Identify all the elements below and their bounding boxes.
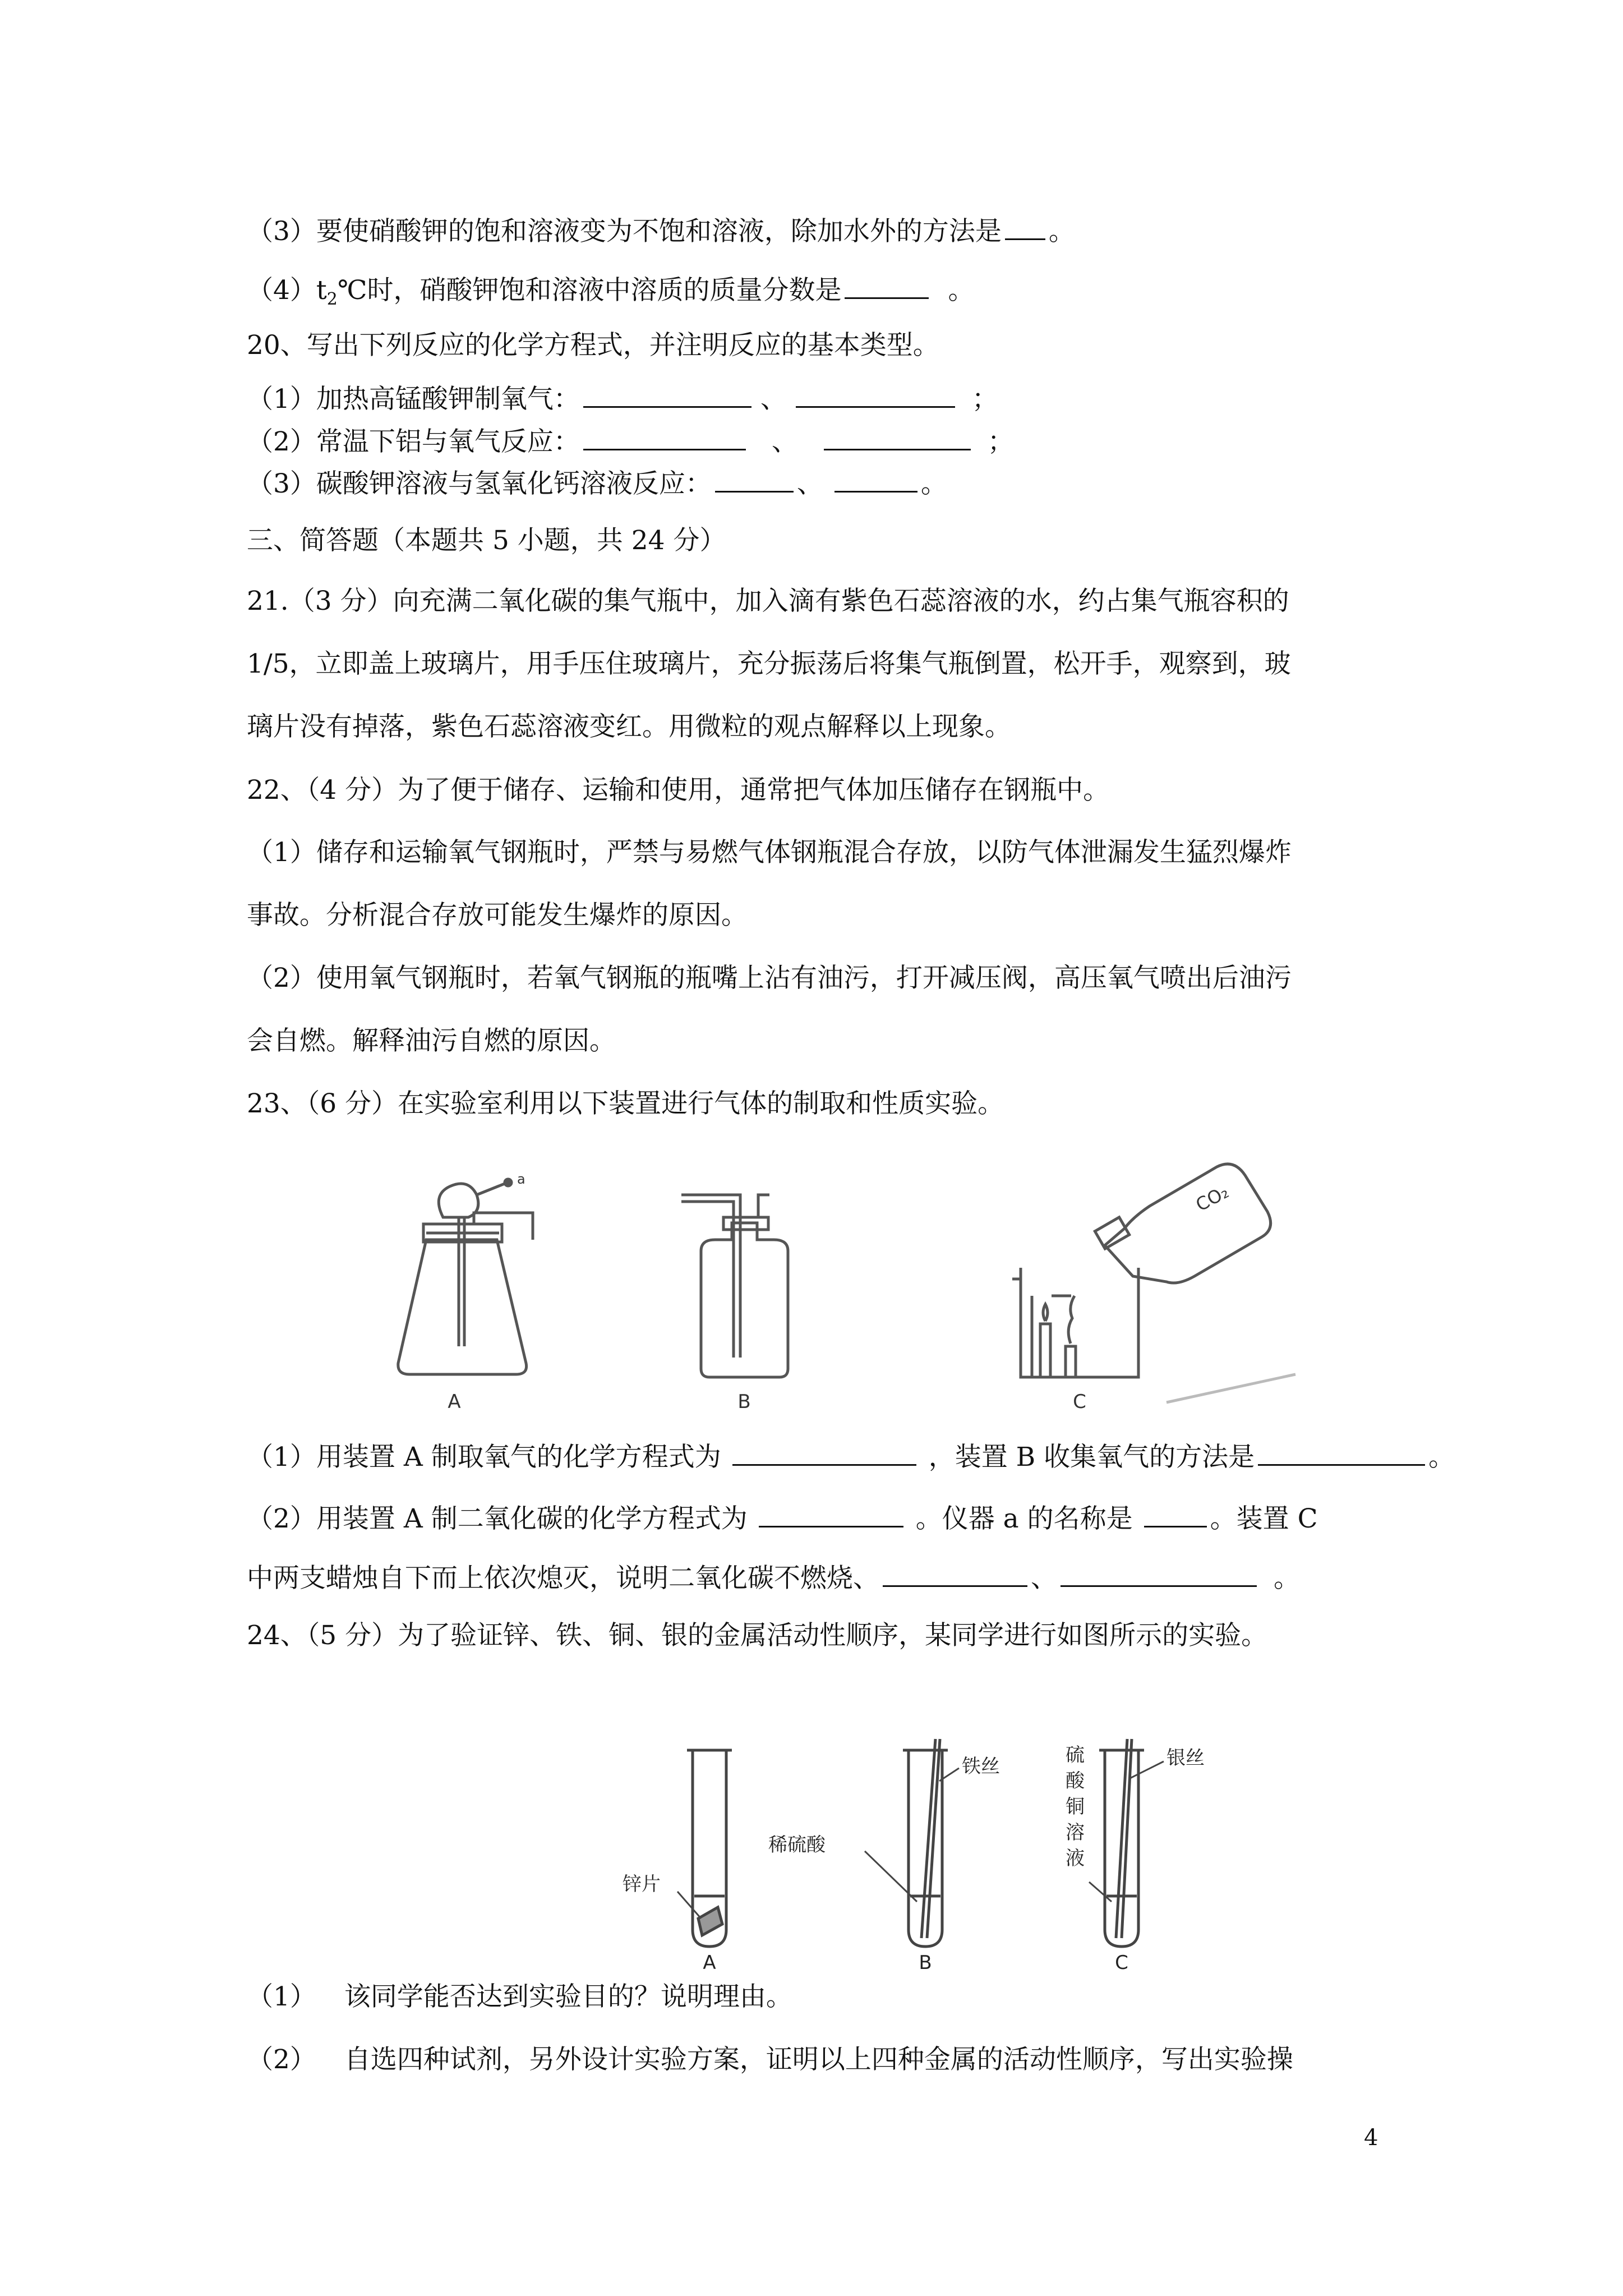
answer-blank[interactable] (883, 1563, 1027, 1587)
test-tube-figure (611, 1683, 1228, 1975)
q20: 20、写出下列反应的化学方程式，并注明反应的基本类型。 (247, 330, 939, 361)
q20-1-tail: ； (971, 384, 998, 415)
q19-3 (247, 216, 1075, 245)
answer-blank[interactable] (759, 1503, 903, 1527)
q24-2-num: （2） (247, 2044, 316, 2075)
section-3-heading: 三、简答题（本题共 5 小题，共 24 分） (247, 525, 726, 556)
q22-2-line-1: （2）使用氧气钢瓶时，若氧气钢瓶的瓶嘴上沾有油污，打开减压阀，高压氧气喷出后油污 (247, 963, 1292, 993)
test-tube-b (865, 1739, 959, 1947)
q19-4-pre: （4）t (247, 275, 327, 306)
copper-sulfate-char-1: 硫 (1066, 1744, 1085, 1766)
silver-wire-label: 银丝 (1166, 1747, 1205, 1769)
apparatus-label-b: B (737, 1391, 751, 1413)
q20-1-text: （1）加热高锰酸钾制氧气： (247, 384, 580, 415)
q20-3 (247, 468, 947, 497)
q23-3-tail: 。 (1274, 1563, 1300, 1594)
q24-1-text: 该同学能否达到实验目的？说明理由。 (344, 1981, 792, 2012)
q19-3-tail: 。 (1048, 216, 1075, 247)
q19-4-sub: 2 (326, 289, 338, 309)
q24-2 (247, 2046, 1293, 2073)
answer-blank[interactable] (1005, 216, 1045, 240)
q20-2-text: （2）常温下铝与氧气反应： (247, 426, 580, 457)
q21-line-3: 璃片没有掉落，紫色石蕊溶液变红。用微粒的观点解释以上现象。 (247, 711, 1011, 742)
q23-2-text: （2）用装置 A 制二氧化碳的化学方程式为 (247, 1503, 748, 1534)
answer-blank[interactable] (583, 426, 746, 450)
q22-1-line-1: （1）储存和运输氧气钢瓶时，严禁与易燃气体钢瓶混合存放，以防气体泄漏发生猛烈爆炸 (247, 837, 1292, 868)
q23-2-tail: 。装置 C (1210, 1503, 1318, 1534)
q23: 23、（6 分）在实验室利用以下装置进行气体的制取和性质实验。 (247, 1088, 1004, 1119)
answer-blank[interactable] (732, 1442, 916, 1466)
q22-1-line-2: 事故。分析混合存放可能发生爆炸的原因。 (247, 900, 748, 931)
copper-sulfate-char-4: 溶 (1066, 1821, 1085, 1844)
answer-blank[interactable] (1144, 1503, 1207, 1527)
tube-label-a: A (703, 1952, 716, 1974)
q23-3-text: 中两支蜡烛自下而上依次熄灭，说明二氧化碳不燃烧、 (247, 1563, 879, 1594)
apparatus-label-a: A (448, 1391, 461, 1413)
copper-sulfate-char-5: 液 (1066, 1847, 1085, 1870)
conical-flask-apparatus-a (398, 1179, 533, 1374)
q21-line-1: 21.（3 分）向充满二氧化碳的集气瓶中，加入滴有紫色石蕊溶液的水，约占集气瓶容积的 (247, 586, 1289, 616)
q24-1-num: （1） (247, 1981, 316, 2012)
q20-2 (247, 426, 1014, 455)
copper-sulfate-char-2: 酸 (1066, 1770, 1085, 1792)
q19-4-tail: 。 (948, 275, 975, 306)
q24-1 (247, 1981, 792, 2012)
copper-sulfate-char-3: 铜 (1066, 1796, 1085, 1818)
page-number: 4 (1364, 2125, 1378, 2151)
tube-label-b: B (919, 1952, 932, 1974)
q23-3-sep: 、 (1031, 1563, 1057, 1594)
answer-blank[interactable] (824, 426, 971, 450)
q20-2-tail: ； (987, 426, 1014, 457)
q20-3-sep: 、 (796, 468, 823, 499)
q19-4 (247, 275, 974, 308)
iron-wire-label: 铁丝 (962, 1755, 1000, 1778)
q20-3-tail: 。 (920, 468, 947, 499)
q23-1 (247, 1442, 1455, 1473)
q23-1-tail: 。 (1428, 1442, 1455, 1473)
answer-blank[interactable] (796, 384, 955, 408)
instrument-a-label: a (517, 1171, 525, 1187)
answer-blank[interactable] (583, 384, 751, 408)
tube-label-c: C (1115, 1952, 1128, 1974)
q22-2-line-2: 会自燃。解释油污自燃的原因。 (247, 1025, 616, 1056)
q20-3-text: （3）碳酸钾溶液与氢氧化钙溶液反应： (247, 468, 712, 499)
q24: 24、（5 分）为了验证锌、铁、铜、银的金属活动性顺序，某同学进行如图所示的实验。 (247, 1620, 1268, 1651)
answer-blank[interactable] (1258, 1442, 1425, 1466)
q21-line-2: 1/5，立即盖上玻璃片，用手压住玻璃片，充分振荡后将集气瓶倒置，松开手，观察到，玻 (247, 648, 1291, 679)
test-tube-c (1089, 1739, 1164, 1947)
q23-1-text: （1）用装置 A 制取氧气的化学方程式为 (247, 1442, 721, 1473)
apparatus-label-c: C (1073, 1391, 1086, 1413)
answer-blank[interactable] (834, 468, 917, 493)
q19-4-mid: ℃时，硝酸钾饱和溶液中溶质的质量分数是 (337, 275, 842, 306)
answer-blank[interactable] (1061, 1563, 1257, 1587)
q22: 22、（4 分）为了便于储存、运输和使用，通常把气体加压储存在钢瓶中。 (247, 775, 1110, 806)
q24-2-text: 自选四种试剂，另外设计实验方案，证明以上四种金属的活动性顺序，写出实验操 (344, 2044, 1293, 2075)
dilute-sulfuric-acid-label: 稀硫酸 (768, 1834, 826, 1856)
q23-3 (247, 1563, 1300, 1594)
q23-2-mid: 。仪器 a 的名称是 (915, 1503, 1133, 1534)
gas-bottle-apparatus-b (681, 1195, 788, 1377)
q23-1-mid: ，装置 B 收集氧气的方法是 (928, 1442, 1255, 1473)
q23-2 (247, 1503, 1318, 1532)
answer-blank[interactable] (715, 468, 794, 493)
zinc-label: 锌片 (623, 1873, 661, 1895)
co2-bottle-label: CO₂ (1192, 1181, 1233, 1216)
test-tube-a (677, 1750, 732, 1947)
answer-blank[interactable] (845, 275, 929, 299)
apparatus-figure (370, 1161, 1295, 1419)
q20-1 (247, 384, 998, 415)
q20-1-sep: 、 (760, 384, 787, 415)
copper-sulfate-label (1066, 1744, 1085, 1870)
q19-3-text: （3）要使硝酸钾的饱和溶液变为不饱和溶液，除加水外的方法是 (247, 216, 1002, 247)
beaker-apparatus-c (1012, 1164, 1295, 1402)
q20-2-sep: 、 (771, 426, 798, 457)
